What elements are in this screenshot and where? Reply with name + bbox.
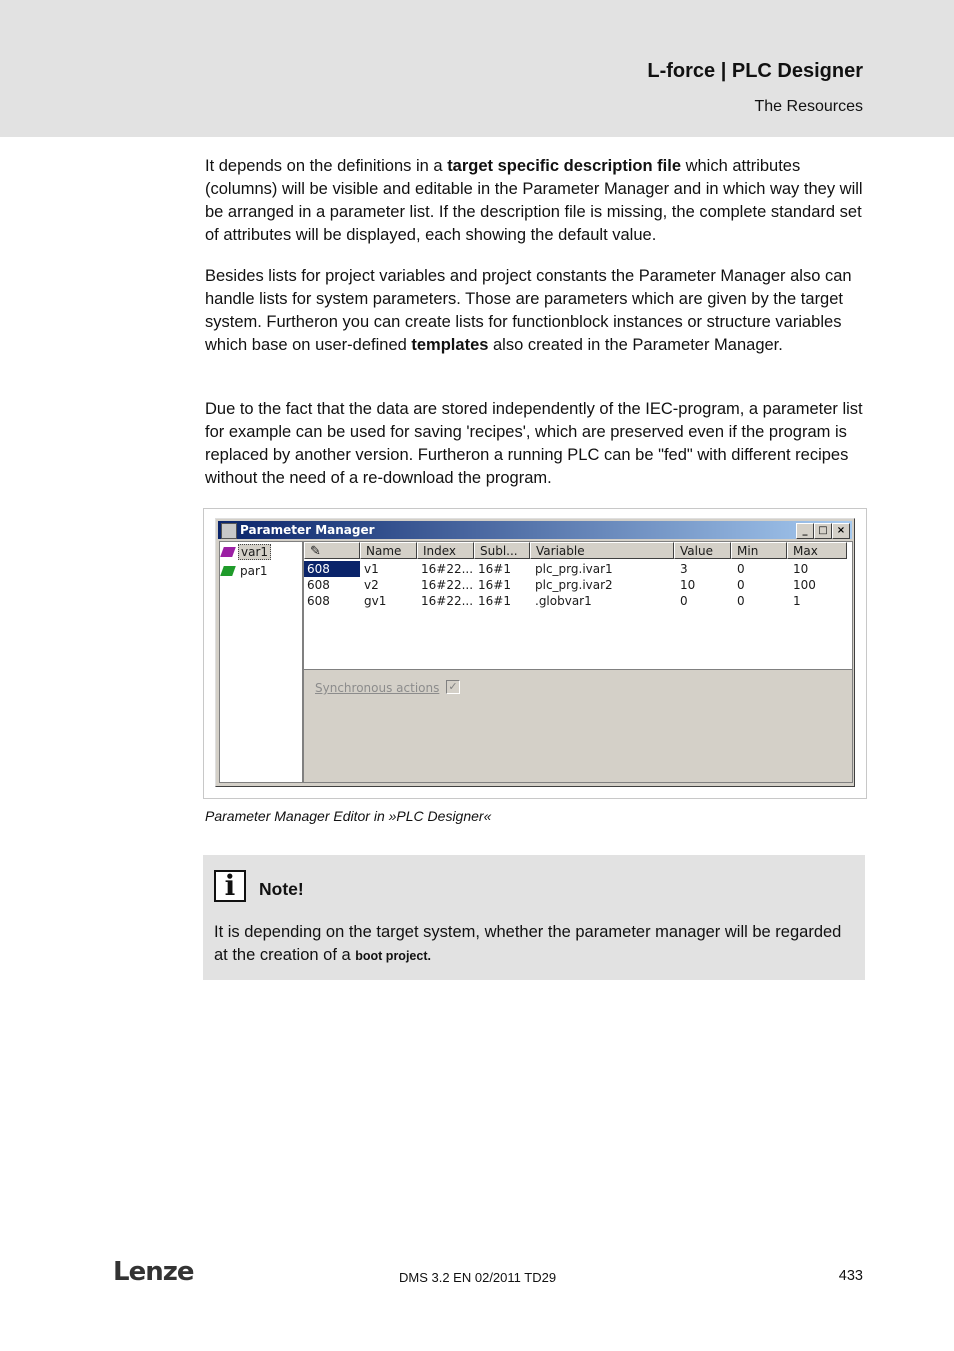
list-tree — [219, 541, 303, 783]
list-icon — [220, 547, 236, 557]
table-cell[interactable]: 16#1 — [478, 594, 511, 608]
edit-icon: ✎ — [310, 544, 321, 559]
tree-item-var1[interactable]: var1 — [222, 544, 271, 560]
boot-project-term: boot project. — [355, 949, 431, 963]
figure-caption: Parameter Manager Editor in »PLC Designer« — [205, 808, 492, 824]
note-text: It is depending on the target system, whether the parameter manager will be regarded at the creation of a boot project. — [214, 923, 842, 964]
doc-title: L-force | PLC Designer — [647, 60, 863, 82]
maximize-button[interactable]: □ — [814, 523, 832, 539]
table-cell[interactable]: 10 — [793, 562, 809, 576]
column-header-icon[interactable] — [304, 542, 360, 559]
table-cell[interactable]: .globvar1 — [535, 594, 592, 608]
window-titlebar[interactable] — [218, 521, 852, 539]
table-cell[interactable]: v1 — [364, 562, 379, 576]
table-cell[interactable]: 608 — [307, 594, 330, 608]
table-cell[interactable]: v2 — [364, 578, 379, 592]
parameter-manager-window — [215, 518, 855, 787]
table-cell[interactable]: 0 — [737, 578, 745, 592]
list-icon — [220, 566, 236, 576]
page-number: 433 — [838, 1268, 863, 1284]
table-cell[interactable]: plc_prg.ivar2 — [535, 578, 613, 592]
close-button[interactable]: × — [832, 523, 850, 539]
table-row[interactable] — [304, 561, 852, 577]
figure-frame — [203, 508, 867, 799]
table-cell[interactable]: 0 — [737, 594, 745, 608]
column-header-variable[interactable]: Variable — [530, 542, 674, 559]
table-cell[interactable]: 100 — [793, 578, 816, 592]
bold-term-templates: templates — [411, 336, 489, 354]
synchronous-actions-checkbox[interactable]: ✓ — [446, 680, 460, 694]
table-cell[interactable]: 16#22... — [421, 562, 474, 576]
table-cell[interactable]: 16#1 — [478, 578, 511, 592]
table-cell[interactable]: 1 — [793, 594, 801, 608]
bold-term-target-file: target specific description file — [447, 157, 681, 175]
window-title: Parameter Manager — [240, 523, 375, 537]
column-header-index[interactable]: Index — [417, 542, 474, 559]
table-cell[interactable]: 16#1 — [478, 562, 511, 576]
table-cell[interactable]: 0 — [680, 594, 688, 608]
column-header-subindex[interactable]: Subl... — [474, 542, 530, 559]
paragraph-recipes: Due to the fact that the data are stored independently of the IEC-program, a parameter list for example can be used for saving 'recipes', which are preserved even if the program is replaced by another version. Furtheron a running PLC can be "fed" with different recipes without the need of a re-download the program. — [205, 400, 863, 487]
synchronous-actions-label: Synchronous actions — [315, 681, 440, 695]
parameter-grid — [303, 541, 853, 671]
footer-doc-id: DMS 3.2 EN 02/2011 TD29 — [399, 1270, 557, 1285]
paragraph-system-parameters: Besides lists for project variables and project constants the Parameter Manager also can handle lists for system parameters. Those are parameters which are given by the target system. Furtheron you can create lists for functionblock instances or structure variables which base on user-defined templates also created in the Parameter Manager. — [205, 267, 852, 354]
table-cell[interactable]: 608 — [307, 578, 330, 592]
note-title: Note! — [259, 879, 304, 899]
table-cell[interactable]: plc_prg.ivar1 — [535, 562, 613, 576]
minimize-button[interactable]: _ — [796, 523, 814, 539]
table-cell[interactable]: 10 — [680, 578, 696, 592]
table-cell[interactable]: 16#22... — [421, 578, 474, 592]
column-header-value[interactable]: Value — [674, 542, 731, 559]
paragraph-description-file: It depends on the definitions in a target specific description file which attributes (columns) will be visible and editable in the Parameter Manager and in which way they will be arranged in a parameter list. If the description file is missing, the complete standard set of attributes will be displayed, each showing the default value. — [205, 157, 863, 244]
note-box — [203, 855, 865, 980]
column-header-min[interactable]: Min — [731, 542, 787, 559]
app-icon — [221, 523, 237, 539]
table-row[interactable] — [304, 593, 852, 609]
lenze-logo: Lenze — [113, 1257, 194, 1287]
table-cell[interactable]: gv1 — [364, 594, 387, 608]
options-panel — [303, 669, 853, 783]
tree-item-par1[interactable]: par1 — [222, 563, 270, 579]
table-cell[interactable]: 3 — [680, 562, 688, 576]
table-cell[interactable]: 16#22... — [421, 594, 474, 608]
table-cell[interactable]: 0 — [737, 562, 745, 576]
column-header-max[interactable]: Max — [787, 542, 847, 559]
table-row[interactable] — [304, 577, 852, 593]
table-cell[interactable]: 608 — [304, 561, 360, 577]
info-icon: i — [214, 870, 246, 902]
column-header-name[interactable]: Name — [360, 542, 417, 559]
grid-header — [304, 542, 852, 561]
doc-subtitle: The Resources — [754, 98, 863, 115]
